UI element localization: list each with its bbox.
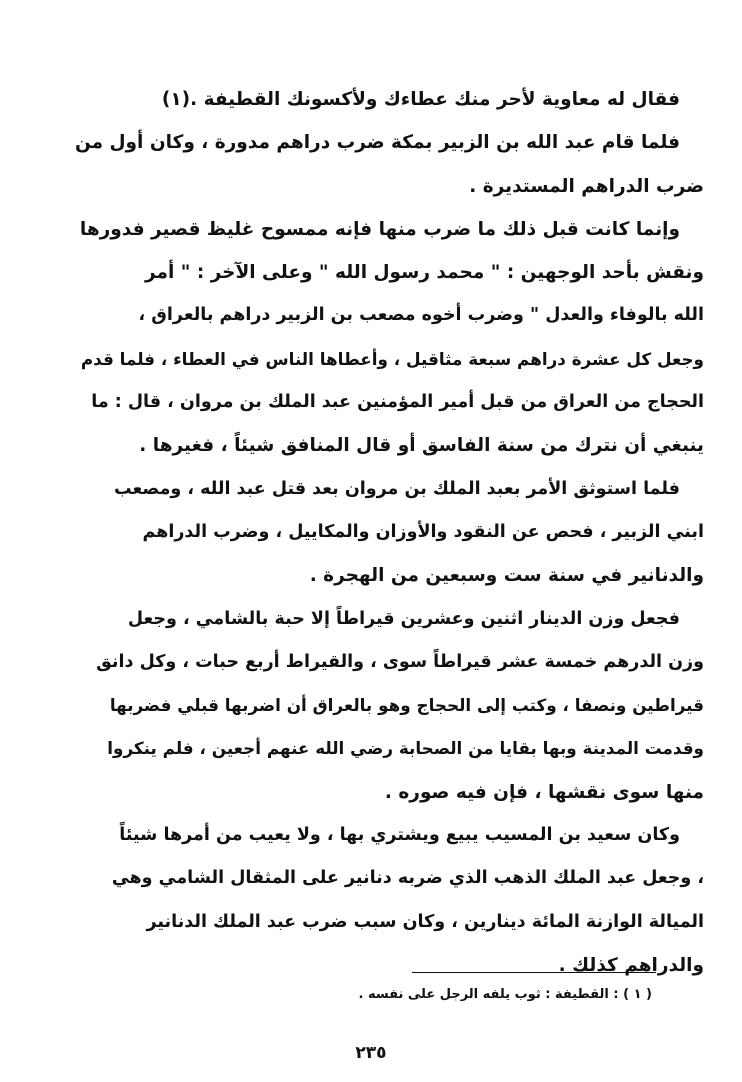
text-line: ، وجعل عبد الملك الذهب الذي ضربه دنانير على المثقال الشامي وهي — [111, 868, 704, 889]
text-line: فقال له معاوية لأحر منك عطاءك ولأكسونك القطيفة .(١) — [161, 89, 680, 110]
text-line: ضرب الدراهم المستديرة . — [469, 175, 704, 197]
text-line: الله بالوفاء والعدل " وضرب أخوه مصعب بن الزبير دراهم بالعراق ، — [138, 305, 704, 326]
text-line: فلما استوثق الأمر بعبد الملك بن مروان بعد قتل عبد الله ، ومصعب — [113, 478, 680, 499]
text-line: الميالة الوازنة المائة دينارين ، وكان سبب ضرب عبد الملك الدنانير — [146, 911, 704, 932]
text-line: قيراطين ونصفا ، وكتب إلى الحجاج وهو بالعراق أن اضربها قبلي فضربها — [109, 695, 704, 716]
page-body-text — [62, 78, 704, 987]
text-line: منها سوى نقشها ، فإن فيه صوره . — [384, 781, 704, 803]
text-line: والدنانير في سنة ست وسبعين من الهجرة . — [309, 565, 704, 587]
page-number: ٢٣٥ — [355, 1043, 387, 1063]
text-line: فجعل وزن الدينار اثنين وعشرين قيراطاً إلا حبة بالشامي ، وجعل — [127, 608, 680, 629]
footnote-separator — [412, 972, 656, 973]
text-line: فلما قام عبد الله بن الزبير بمكة ضرب دراهم مدورة ، وكان أول من — [74, 132, 680, 154]
text-line: ابني الزبير ، فحص عن النقود والأوزان والمكاييل ، وضرب الدراهم — [142, 521, 704, 542]
text-line: وكان سعيد بن المسيب يبيع ويشتري بها ، ولا يعيب من أمرها شيئاً — [119, 825, 680, 846]
text-line: وزن الدرهم خمسة عشر قيراطاً سوى ، والقيراط أربع حبات ، وكل دانق — [96, 651, 704, 672]
text-line: الحجاج من العراق من قبل أمير المؤمنين عبد الملك بن مروان ، قال : ما — [91, 392, 704, 413]
text-line: وجعل كل عشرة دراهم سبعة مثاقيل ، وأعطاها الناس في العطاء ، فلما قدم — [80, 348, 704, 369]
text-line: ينبغي أن نترك من سنة الفاسق أو قال المنافق شيئاً ، فغيرها . — [139, 435, 704, 457]
text-line: والدراهم كذلك . — [558, 954, 704, 976]
text-line: وإنما كانت قبل ذلك ما ضرب منها فإنه ممسوح غليظ قصير فدورها — [79, 218, 680, 240]
text-line: ونقش بأحد الوجهين : " محمد رسول الله " وعلى الآخر : " أمر — [145, 262, 704, 284]
text-line: وقدمت المدينة وبها بقايا من الصحابة رضي الله عنهم أجعين ، فلم ينكروا — [107, 738, 704, 759]
footnote: ( ١ ) : القطيفة : ثوب يلفه الرجل على نفسه . — [358, 987, 652, 1002]
